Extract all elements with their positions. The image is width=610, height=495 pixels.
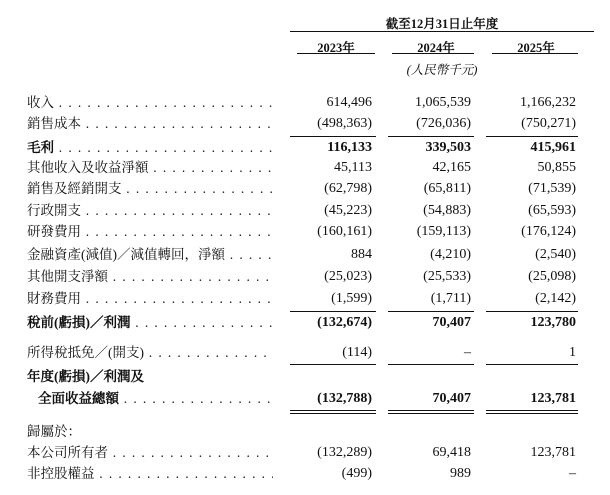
row-label: 毛利 . . . (27, 138, 273, 157)
subtotal-rule-2024 (388, 364, 474, 365)
value-2025: (2,540) (535, 247, 576, 262)
value-2023: 45,113 (334, 160, 372, 175)
year-rule-2023 (297, 53, 375, 54)
value-2023: 614,496 (326, 95, 372, 110)
total-rule-2025-second (486, 413, 578, 414)
value-2023: (498,363) (317, 116, 372, 131)
value-2025: 50,855 (537, 160, 576, 175)
table-row (0, 267, 610, 286)
value-2025: 123,781 (530, 445, 576, 460)
total-rule-2023-second (290, 413, 376, 414)
subtotal-rule-2025 (486, 311, 578, 312)
total-rule-2025 (486, 410, 578, 411)
value-2025: 123,780 (530, 315, 576, 330)
value-2023: (114) (342, 345, 372, 360)
row-label: 銷售及經銷開支 . . . (27, 179, 273, 198)
value-2025: 123,781 (530, 391, 576, 406)
row-label: 行政開支 . . . (27, 201, 273, 220)
table-row (0, 464, 610, 483)
table-row (0, 313, 610, 332)
row-label: 歸屬於： (27, 424, 81, 439)
subtotal-rule-2023 (290, 311, 376, 312)
row-label: 本公司所有者 . . . (27, 443, 273, 462)
row-label: 銷售成本 . . . (27, 114, 273, 133)
table-row (0, 367, 610, 386)
value-2023: 884 (351, 247, 372, 262)
value-2024: 339,503 (425, 140, 471, 155)
table-row (0, 158, 610, 177)
table-row (0, 114, 610, 133)
row-label: 財務費用 . . . (27, 289, 273, 308)
value-2025: (71,539) (528, 181, 576, 196)
value-2025: (750,271) (521, 116, 576, 131)
table-row (0, 179, 610, 198)
unit-note: (人民幣千元) (406, 63, 478, 77)
row-label: 其他開支淨額 . . . (27, 267, 273, 286)
value-2024: – (464, 345, 471, 360)
value-2023: (132,788) (317, 391, 372, 406)
value-2024: 69,418 (432, 445, 471, 460)
value-2025: (176,124) (521, 224, 576, 239)
year-rule-2024 (392, 53, 474, 54)
value-2025: – (569, 466, 576, 481)
row-label: 其他收入及收益淨額 . . . (27, 158, 273, 177)
subtotal-rule-2024 (388, 136, 474, 137)
row-label: 金融資產(減值)／減值轉回，淨額 . . . (27, 245, 273, 264)
total-rule-2024 (388, 410, 474, 411)
value-2025: (2,142) (535, 291, 576, 306)
table-row (0, 422, 610, 441)
subtotal-rule-2023 (290, 136, 376, 137)
value-2023: (132,674) (317, 315, 372, 330)
row-label: 非控股權益 . . . (27, 464, 273, 483)
table-row (0, 93, 610, 112)
value-2024: (65,811) (423, 181, 471, 196)
value-2023: (132,289) (317, 445, 372, 460)
row-label: 年度(虧損)／利潤及 (27, 369, 144, 384)
value-2023: 116,133 (327, 140, 372, 155)
value-2024: 42,165 (432, 160, 471, 175)
value-2023: (25,023) (324, 269, 372, 284)
subtotal-rule-2025 (486, 364, 578, 365)
row-label: 全面收益總額 . . . (38, 389, 273, 408)
value-2024: (4,210) (430, 247, 471, 262)
row-label: 所得稅抵免／(開支) . . . (27, 343, 273, 362)
subtotal-rule-2025 (486, 136, 578, 137)
value-2023: (45,223) (324, 203, 372, 218)
row-label: 稅前(虧損)／利潤 . . . (27, 313, 273, 332)
table-row (0, 245, 610, 264)
table-row (0, 138, 610, 157)
value-2023: (1,599) (331, 291, 372, 306)
row-label: 收入 . . . (27, 93, 273, 112)
value-2024: (159,113) (416, 224, 471, 239)
value-2024: 70,407 (432, 391, 471, 406)
table-row (0, 222, 610, 241)
table-row (0, 201, 610, 220)
value-2025: (25,098) (528, 269, 576, 284)
table-row (0, 289, 610, 308)
value-2023: (499) (341, 466, 372, 481)
value-2025: (65,593) (528, 203, 576, 218)
value-2024: 989 (450, 466, 471, 481)
value-2025: 1 (569, 345, 576, 360)
value-2025: 1,166,232 (520, 95, 576, 110)
value-2024: 1,065,539 (415, 95, 471, 110)
period-header-rule (290, 31, 594, 32)
year-header-2025: 2025年 (517, 41, 555, 55)
table-row (0, 389, 610, 408)
value-2024: 70,407 (432, 315, 471, 330)
subtotal-rule-2024 (388, 311, 474, 312)
value-2024: (25,533) (423, 269, 471, 284)
period-header: 截至12月31日止年度 (385, 17, 499, 31)
subtotal-rule-2023 (290, 364, 376, 365)
total-rule-2024-second (388, 413, 474, 414)
value-2024: (1,711) (430, 291, 471, 306)
table-row (0, 443, 610, 462)
year-header-2023: 2023年 (317, 41, 355, 55)
total-rule-2023 (290, 410, 376, 411)
row-label: 研發費用 . . . (27, 222, 273, 241)
value-2024: (726,036) (416, 116, 471, 131)
value-2023: (160,161) (317, 224, 372, 239)
value-2023: (62,798) (324, 181, 372, 196)
value-2025: 415,961 (530, 140, 576, 155)
value-2024: (54,883) (423, 203, 471, 218)
year-header-2024: 2024年 (417, 41, 455, 55)
year-rule-2025 (492, 53, 578, 54)
table-row (0, 343, 610, 362)
